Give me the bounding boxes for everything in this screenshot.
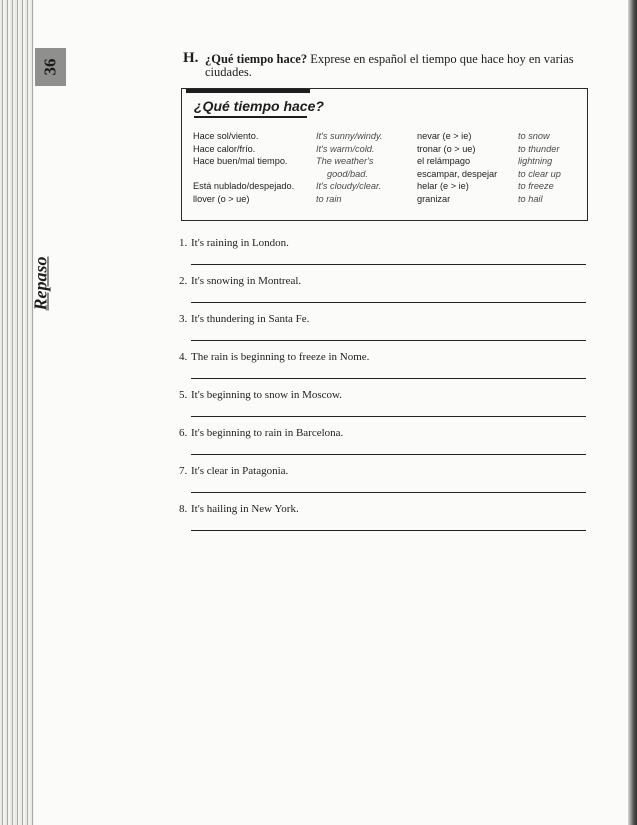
vocab-translation: It's cloudy/clear. bbox=[316, 181, 382, 192]
question-number: 4. bbox=[179, 351, 188, 363]
question-number: 1. bbox=[179, 237, 188, 249]
vocab-term: helar (e > ie) bbox=[417, 181, 469, 192]
exercise-instructions bbox=[205, 53, 585, 79]
exercise-letter: H. bbox=[183, 50, 199, 66]
answer-line[interactable] bbox=[191, 302, 586, 303]
vocab-translation: good/bad. bbox=[327, 168, 368, 179]
book-spine bbox=[0, 0, 34, 825]
vocab-translation: to snow bbox=[518, 131, 550, 141]
vocab-term: escampar, despejar bbox=[417, 168, 498, 179]
vocab-translation: to thunder bbox=[518, 143, 560, 154]
question-prompt: It's snowing in Montreal. bbox=[191, 275, 302, 287]
question-number: 8. bbox=[179, 503, 188, 515]
vocab-title-bar bbox=[186, 89, 310, 93]
page-number-tab bbox=[35, 48, 66, 86]
question-item bbox=[179, 275, 589, 313]
vocab-term: el relámpago bbox=[417, 156, 471, 167]
vocab-term: granizar bbox=[417, 193, 451, 204]
question-item bbox=[179, 503, 589, 541]
vocab-column-english-1 bbox=[316, 130, 382, 206]
question-item bbox=[179, 389, 589, 427]
exercise-title: ¿Qué tiempo hace? bbox=[205, 52, 308, 66]
vocabulary-box bbox=[181, 88, 588, 221]
exercise-instruction-text: Exprese en español el tiempo que hace hoy en varias ciudades. bbox=[205, 52, 574, 79]
vocab-translation: to hail bbox=[518, 193, 543, 204]
vocab-term: Hace sol/viento. bbox=[193, 131, 259, 141]
question-number: 5. bbox=[179, 389, 188, 401]
question-number: 6. bbox=[179, 427, 188, 439]
question-item bbox=[179, 313, 589, 351]
vocab-translation: to clear up bbox=[518, 168, 561, 179]
question-item bbox=[179, 237, 589, 275]
section-label bbox=[30, 245, 68, 325]
question-prompt: It's clear in Patagonia. bbox=[191, 465, 289, 477]
vocab-translation: lightning bbox=[518, 156, 553, 167]
answer-line[interactable] bbox=[191, 378, 586, 379]
vocab-column-spanish-2 bbox=[417, 130, 497, 206]
question-item bbox=[179, 427, 589, 465]
vocab-title-underline bbox=[194, 116, 307, 118]
answer-line[interactable] bbox=[191, 530, 586, 531]
vocab-term: Está nublado/despejado. bbox=[193, 181, 295, 192]
vocab-translation: The weather's bbox=[316, 156, 374, 167]
vocab-title: ¿Qué tiempo hace? bbox=[194, 98, 324, 114]
question-number: 3. bbox=[179, 313, 188, 325]
page-edge-shadow bbox=[628, 0, 637, 825]
question-item bbox=[179, 351, 589, 389]
question-prompt: It's beginning to rain in Barcelona. bbox=[191, 427, 344, 439]
vocab-term bbox=[193, 168, 294, 181]
vocab-term: tronar (o > ue) bbox=[417, 143, 476, 154]
vocab-translation: It's warm/cold. bbox=[316, 143, 375, 154]
vocab-term: llover (o > ue) bbox=[193, 193, 250, 204]
vocab-term: nevar (e > ie) bbox=[417, 131, 472, 141]
answer-line[interactable] bbox=[191, 264, 586, 265]
answer-line[interactable] bbox=[191, 454, 586, 455]
question-item bbox=[179, 465, 589, 503]
answer-line[interactable] bbox=[191, 416, 586, 417]
question-number: 7. bbox=[179, 465, 188, 477]
vocab-column-english-2 bbox=[518, 130, 561, 206]
question-prompt: It's thundering in Santa Fe. bbox=[191, 313, 310, 325]
vocab-translation: to rain bbox=[316, 193, 342, 204]
page-number: 36 bbox=[40, 58, 60, 76]
question-prompt: It's beginning to snow in Moscow. bbox=[191, 389, 342, 401]
question-prompt: It's hailing in New York. bbox=[191, 503, 299, 515]
vocab-term: Hace calor/frío. bbox=[193, 143, 256, 154]
vocab-translation: to freeze bbox=[518, 181, 554, 192]
question-prompt: It's raining in London. bbox=[191, 237, 289, 249]
answer-line[interactable] bbox=[191, 340, 586, 341]
vocab-column-spanish-1 bbox=[193, 130, 294, 206]
vocab-term: Hace buen/mal tiempo. bbox=[193, 156, 288, 167]
vocab-translation: It's sunny/windy. bbox=[316, 131, 383, 141]
question-prompt: The rain is beginning to freeze in Nome. bbox=[191, 351, 370, 363]
section-title: Repaso bbox=[30, 256, 51, 311]
answer-line[interactable] bbox=[191, 492, 586, 493]
question-number: 2. bbox=[179, 275, 188, 287]
